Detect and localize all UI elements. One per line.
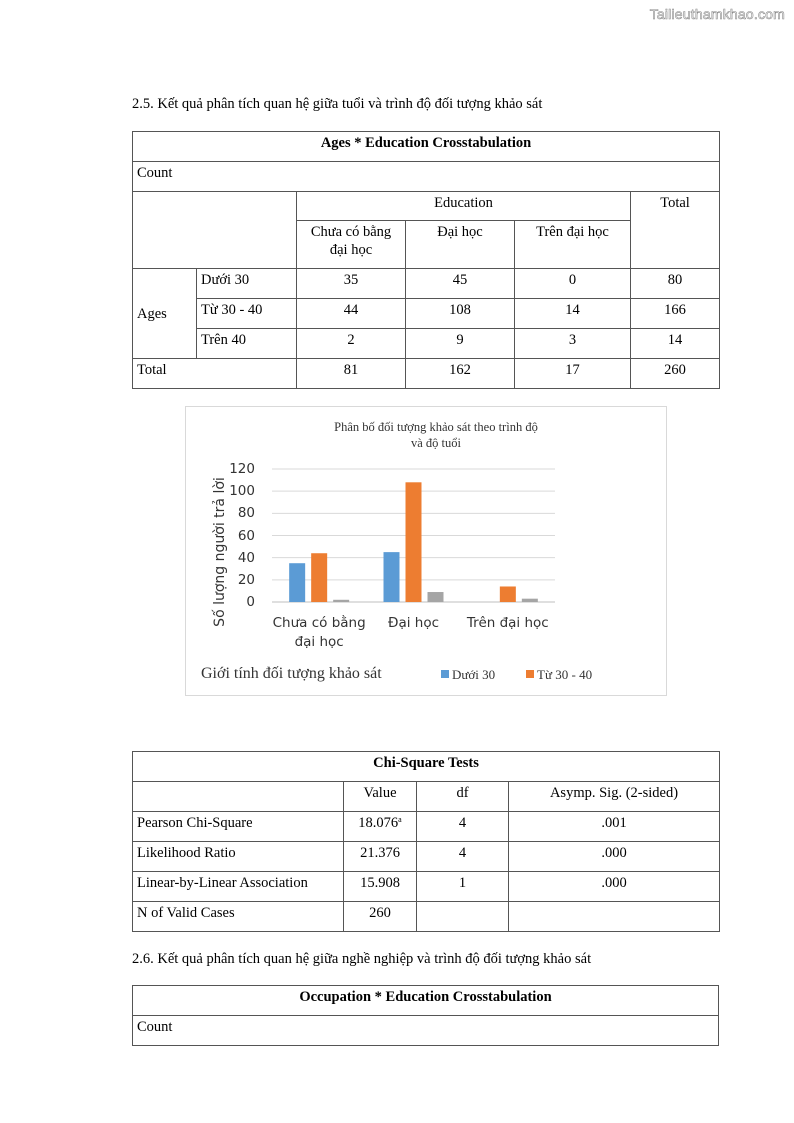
col-header-chua-co-bang: Chưa có bằng đại học — [297, 221, 406, 269]
bar-2-3 — [500, 586, 516, 602]
header-sig: Asymp. Sig. (2-sided) — [509, 782, 720, 812]
sig-cell — [509, 902, 720, 932]
y-axis-label: Số lượng người trả lời — [212, 477, 228, 627]
df-cell: 4 — [417, 812, 509, 842]
x-category-label-line: Trên đại học — [466, 615, 549, 631]
total-row-label: Total — [133, 359, 297, 389]
total-header: Total — [631, 192, 720, 269]
bar-1-1 — [289, 563, 305, 602]
y-tick-label: 120 — [229, 461, 255, 477]
bar-2-2 — [406, 482, 422, 602]
table-cell: 0 — [515, 269, 631, 299]
table-cell: 3 — [515, 329, 631, 359]
value-cell: 21.376 — [344, 842, 417, 872]
count-label: Count — [133, 1016, 719, 1046]
grand-total: 260 — [631, 359, 720, 389]
row-total: 14 — [631, 329, 720, 359]
row-group-label: Ages — [133, 269, 197, 359]
bar-chart — [185, 406, 667, 696]
chart-title-line-2: và độ tuổi — [411, 436, 461, 450]
section-2-5-heading: 2.5. Kết quả phân tích quan hệ giữa tuổi và trình độ đối tượng khảo sát — [132, 96, 543, 112]
value-cell — [344, 812, 417, 842]
table-cell: 108 — [406, 299, 515, 329]
total-cell: 81 — [297, 359, 406, 389]
x-category-label-line: đại học — [294, 634, 344, 650]
row-label: Từ 30 - 40 — [197, 299, 297, 329]
bar-2-1 — [311, 553, 327, 602]
empty-header-cell — [133, 192, 297, 269]
col-header-tren-dai-hoc: Trên đại học — [515, 221, 631, 269]
occupation-education-crosstab — [132, 985, 719, 1046]
value-number: 18.076 — [358, 815, 399, 831]
header-df: df — [417, 782, 509, 812]
count-label: Count — [133, 162, 720, 192]
bar-3-2 — [428, 592, 444, 602]
chart-plot-area — [186, 407, 666, 695]
legend-swatch — [526, 670, 534, 678]
x-category-label — [453, 614, 563, 633]
col-header-dai-hoc: Đại học — [406, 221, 515, 269]
bar-1-2 — [384, 552, 400, 602]
y-tick-label: 60 — [237, 527, 255, 544]
legend-label: Từ 30 - 40 — [537, 667, 593, 682]
value-cell: 260 — [344, 902, 417, 932]
legend-item-tu-30-40 — [526, 667, 592, 683]
sig-cell: .001 — [509, 812, 720, 842]
row-label: Trên 40 — [197, 329, 297, 359]
x-category-label-line: Đại học — [387, 615, 439, 631]
y-tick-label: 40 — [237, 549, 255, 566]
table-cell: 9 — [406, 329, 515, 359]
chart-title-line-1: Phân bố đối tượng khảo sát theo trình độ — [334, 420, 538, 434]
chi-square-table — [132, 751, 720, 932]
header-value: Value — [344, 782, 417, 812]
df-cell — [417, 902, 509, 932]
legend-swatch — [441, 670, 449, 678]
sig-cell: .000 — [509, 872, 720, 902]
footnote-marker: a — [398, 815, 402, 824]
watermark: Tailieuthamkhao.com — [649, 6, 785, 22]
row-label: Dưới 30 — [197, 269, 297, 299]
legend-label: Dưới 30 — [452, 667, 496, 682]
row-label: Pearson Chi-Square — [133, 812, 344, 842]
table-cell: 44 — [297, 299, 406, 329]
table-cell: 35 — [297, 269, 406, 299]
y-tick-label: 20 — [237, 571, 255, 588]
x-category-label-line: Chưa có bằng — [272, 615, 366, 631]
row-label: Likelihood Ratio — [133, 842, 344, 872]
legend-title: Giới tính đối tượng khảo sát — [201, 665, 382, 682]
empty-header-cell — [133, 782, 344, 812]
chi-square-title: Chi-Square Tests — [133, 752, 720, 782]
section-2-6-heading: 2.6. Kết quả phân tích quan hệ giữa nghề nghiệp và trình độ đối tượng khảo sát — [132, 951, 592, 967]
total-cell: 162 — [406, 359, 515, 389]
y-tick-label: 0 — [246, 594, 255, 610]
bar-3-1 — [333, 600, 349, 602]
ages-education-crosstab — [132, 131, 720, 389]
table-cell: 45 — [406, 269, 515, 299]
table-cell: 14 — [515, 299, 631, 329]
row-label: N of Valid Cases — [133, 902, 344, 932]
crosstab-title: Occupation * Education Crosstabulation — [133, 986, 719, 1016]
education-group-header: Education — [297, 192, 631, 221]
df-cell: 1 — [417, 872, 509, 902]
df-cell: 4 — [417, 842, 509, 872]
row-label: Linear-by-Linear Association — [133, 872, 344, 902]
y-tick-label: 100 — [229, 483, 255, 500]
y-tick-label: 80 — [237, 505, 255, 522]
legend-item-duoi-30 — [441, 667, 495, 683]
bar-3-3 — [522, 599, 538, 602]
crosstab-title: Ages * Education Crosstabulation — [133, 132, 720, 162]
value-cell: 15.908 — [344, 872, 417, 902]
row-total: 80 — [631, 269, 720, 299]
sig-cell: .000 — [509, 842, 720, 872]
total-cell: 17 — [515, 359, 631, 389]
row-total: 166 — [631, 299, 720, 329]
table-cell: 2 — [297, 329, 406, 359]
